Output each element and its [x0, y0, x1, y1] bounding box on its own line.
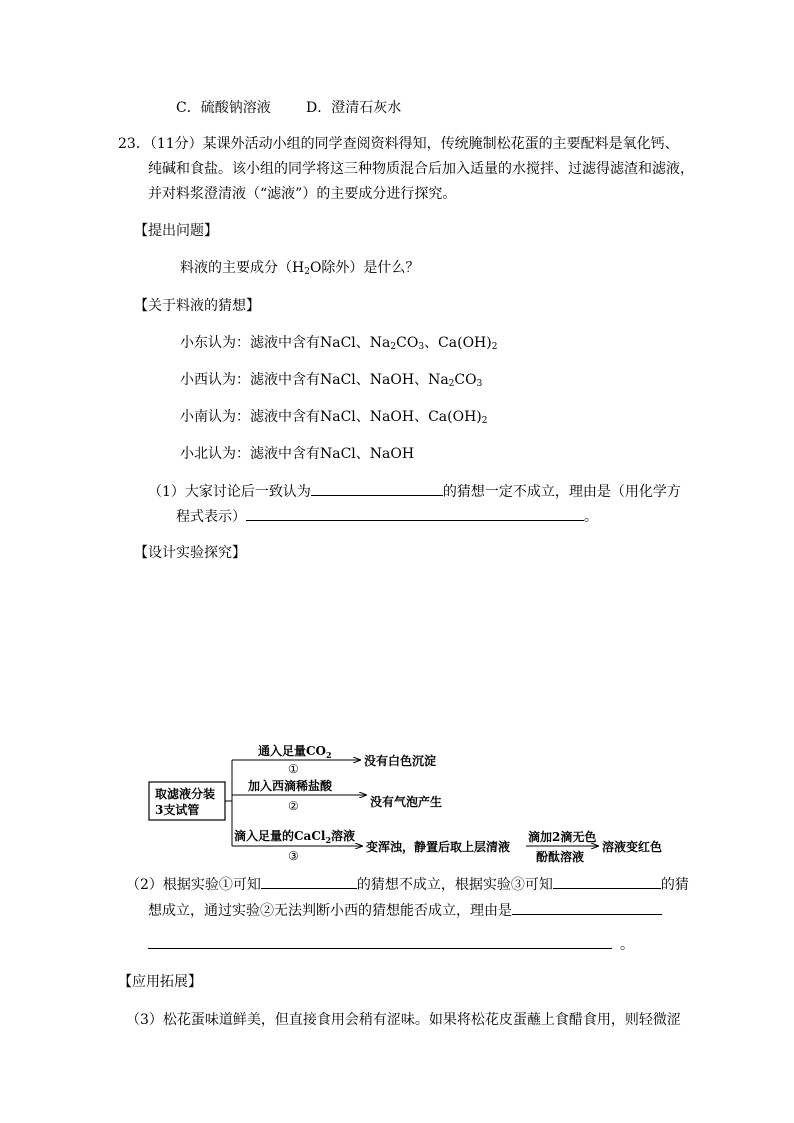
- branch-2-number: ②: [288, 799, 299, 813]
- q1-text-d: 。: [584, 509, 598, 525]
- guess-xi-b: CO: [454, 372, 477, 388]
- guess-dong-b: CO: [396, 335, 419, 351]
- q2-text-a: （2）根据实验①可知: [126, 877, 261, 893]
- sub: 2: [481, 416, 488, 426]
- branch-2-label: 加入西滴稀盐酸: [248, 779, 333, 793]
- guess-nan-a: 小南认为：滤液中含有NaCl、NaOH、Ca(OH): [180, 409, 482, 425]
- branch-1-label: 通入足量$CO_2$: [258, 744, 332, 760]
- q1-line1: [148, 481, 681, 502]
- box-label-2: 3支试管: [155, 803, 200, 817]
- q1-line2: [176, 506, 598, 527]
- q1-text-a: （1）大家讨论后一致认为: [148, 484, 311, 500]
- guess-nan: [180, 407, 487, 427]
- branch-1-result: 没有白色沉淀: [364, 754, 437, 768]
- ask-sub: 2: [304, 267, 310, 277]
- section-apply-heading: 【应用拓展】: [118, 974, 202, 990]
- q2-line1: [126, 874, 689, 895]
- guess-dong: [180, 333, 497, 353]
- ask-text-a: 料液的主要成分（H: [180, 260, 305, 276]
- q2-blank-4[interactable]: [148, 934, 612, 949]
- experiment-flow-diagram: [148, 738, 688, 868]
- question-number: 23．: [118, 136, 150, 152]
- q2-text-c: 的猜: [660, 877, 689, 893]
- q2-blank-2[interactable]: [553, 874, 661, 889]
- q2-line3: [148, 934, 634, 955]
- q2-line2: [148, 900, 662, 921]
- sub: 3: [418, 342, 425, 352]
- question-intro-line2: 纯碱和食盐。该小组的同学将这三种物质混合后加入适量的水搅拌、过滤得滤渣和滤液，: [148, 161, 694, 177]
- guess-xi: [180, 370, 482, 390]
- branch-3-number: ③: [288, 849, 299, 863]
- q2-text-d: 想成立，通过实验②无法判断小西的猜想能否成立，理由是: [148, 903, 512, 919]
- guess-bei: 小北认为：滤液中含有NaCl、NaOH: [180, 446, 415, 462]
- q3-line1: （3）松花蛋味道鲜美，但直接食用会稍有涩味。如果将松花皮蛋蘸上食醋食用，则轻微涩: [126, 1012, 681, 1028]
- q1-blank-2[interactable]: [246, 506, 584, 521]
- q1-text-b: 的猜想一定不成立，理由是（用化学方: [442, 484, 681, 500]
- section-guess-heading: 【关于料液的猜想】: [134, 298, 260, 314]
- q1-text-c: 程式表示）: [176, 509, 246, 525]
- option-c: C．硫酸钠溶液: [176, 100, 271, 116]
- sub: 3: [476, 379, 483, 389]
- guess-dong-c: 、Ca(OH): [424, 335, 492, 351]
- question-intro-line3: 并对料浆澄清液（“滤液”）的主要成分进行探究。: [148, 186, 457, 202]
- section-design-heading: 【设计实验探究】: [134, 545, 246, 561]
- sub: 2: [491, 342, 498, 352]
- ask-text: [180, 258, 419, 278]
- q2-blank-3[interactable]: [512, 900, 662, 915]
- question-intro-line1: [118, 134, 679, 154]
- branch-3-mid: 变浑浊，静置后取上层清液: [366, 840, 511, 854]
- branch-2-result: 没有气泡产生: [370, 795, 443, 809]
- branch-3-arrow-top: 滴加2滴无色: [528, 830, 597, 844]
- box-label-1: 取滤液分装: [155, 787, 216, 801]
- sub: 2: [390, 342, 397, 352]
- branch-3-result: 溶液变红色: [602, 840, 663, 854]
- q2-blank-1[interactable]: [261, 874, 357, 889]
- q2-text-b: 的猜想不成立，根据实验③可知: [356, 877, 553, 893]
- q2-text-e: 。: [620, 937, 634, 953]
- q1-blank-1[interactable]: [311, 481, 443, 496]
- option-d: D．澄清石灰水: [306, 100, 402, 116]
- guess-xi-a: 小西认为：滤液中含有NaCl、NaOH、Na: [180, 372, 449, 388]
- sub: 2: [448, 379, 455, 389]
- section-ask-heading: 【提出问题】: [134, 223, 218, 239]
- guess-dong-a: 小东认为：滤液中含有NaCl、Na: [180, 335, 391, 351]
- question-text: （11分）某课外活动小组的同学查阅资料得知，传统腌制松花蛋的主要配料是氧化钙、: [149, 136, 679, 152]
- branch-3-arrow-bottom: 酚酞溶液: [536, 850, 585, 864]
- branch-3-label: 滴入足量的CaCl$_2$溶液: [234, 829, 356, 845]
- ask-text-b: O除外）是什么？: [309, 260, 420, 276]
- branch-1-number: ①: [288, 762, 299, 776]
